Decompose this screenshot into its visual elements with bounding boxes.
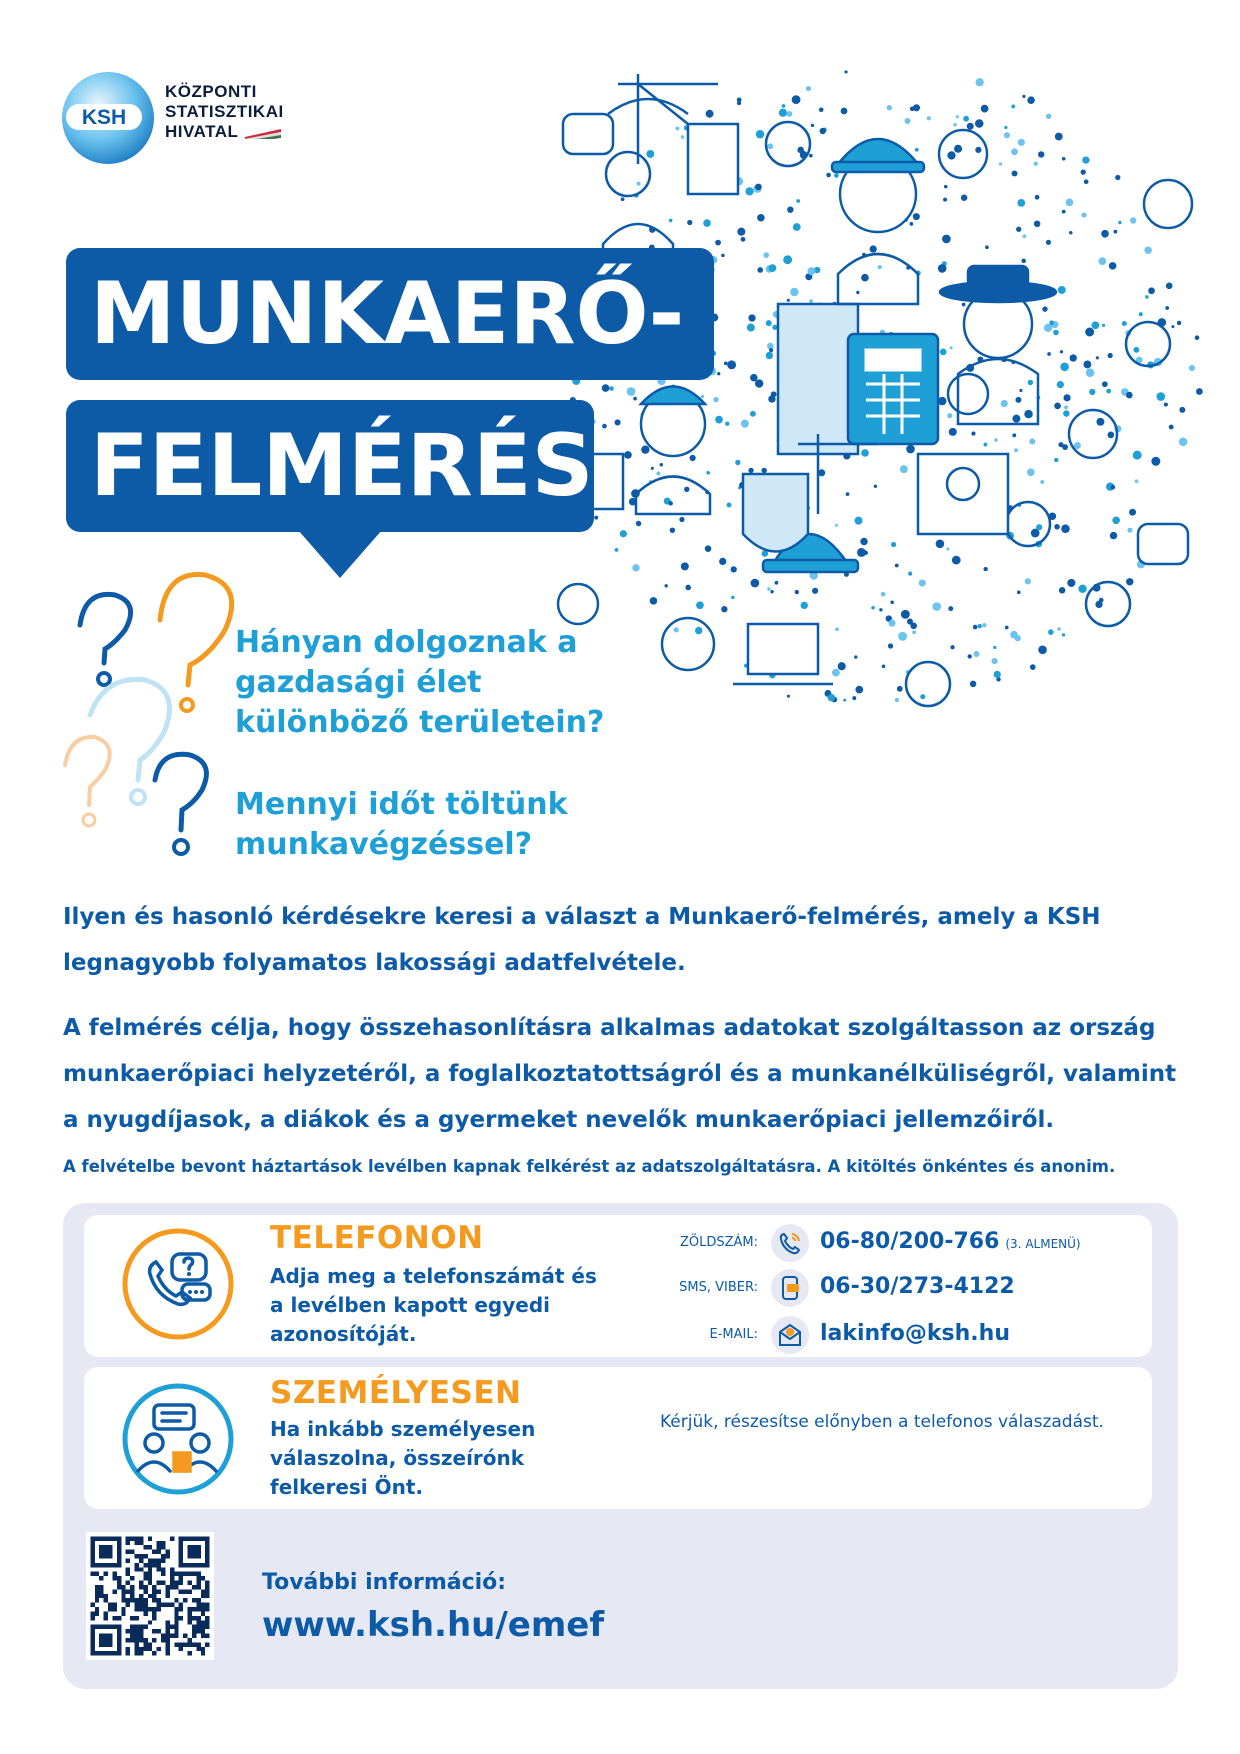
more-info-link[interactable]: www.ksh.hu/emef [262, 1605, 605, 1645]
ksh-logo-icon [60, 70, 156, 166]
question-marks-icon [60, 565, 235, 875]
title-line-2: FELMÉRÉS [66, 400, 594, 532]
email-value[interactable]: lakinfo@ksh.hu [820, 1321, 1010, 1346]
phone-support-icon [120, 1226, 236, 1342]
question-2: Mennyi időt töltünk munkavégzéssel? [235, 787, 568, 862]
email-label: E-MAIL: [709, 1327, 758, 1342]
title-line-1: MUNKAERŐ- [66, 248, 714, 380]
question-1: Hányan dolgoznak a gazdasági élet különböző területein? [235, 625, 605, 740]
title-bubble-pointer [298, 530, 382, 578]
intro-paragraph: Ilyen és hasonló kérdésekre keresi a választ a Munkaerő-felmérés, amely a KSH legnagyobb folyamatos lakossági adatfelvétele. [63, 904, 1101, 976]
phone-card-title: TELEFONON [270, 1220, 484, 1256]
green-number-value[interactable]: 06-80/200-766 (3. ALMENÜ) [820, 1229, 1081, 1254]
in-person-note: Kérjük, részesítse előnyben a telefonos válaszadást. [660, 1412, 1104, 1432]
logo-line-3: HIVATAL [165, 122, 284, 142]
workers-collage-illustration [548, 44, 1208, 724]
logo-line-1: KÖZPONTI [165, 82, 257, 101]
logo-mark-text: KSH [81, 106, 127, 129]
qr-code-icon[interactable] [86, 1532, 214, 1660]
green-number-note: (3. ALMENÜ) [1005, 1237, 1081, 1251]
contact-row-email [620, 1315, 1140, 1357]
contact-row-sms [620, 1268, 1140, 1310]
in-person-card [84, 1367, 1152, 1509]
sms-viber-label: SMS, VIBER: [679, 1280, 758, 1295]
in-person-interview-icon [120, 1381, 236, 1497]
contact-row-green-number [620, 1223, 1140, 1265]
hungarian-flag-icon [243, 127, 283, 139]
in-person-card-description: Ha inkább személyesen válaszolna, összeírónk felkeresi Önt. [270, 1417, 536, 1499]
phone-card-description: Adja meg a telefonszámát és a levélben kapott egyedi azonosítóját. [270, 1264, 597, 1346]
purpose-paragraph: A felmérés célja, hogy összehasonlításra alkalmas adatokat szolgáltasson az ország munkaerőpiaci helyzetéről, a foglalkoztatottságról és a munkanélküliségről, valamint a nyugdíjasok, a diákok és a gyermeket nevelők munkaerőpiaci jellemzőiről. [63, 1015, 1177, 1133]
in-person-card-title: SZEMÉLYESEN [270, 1375, 522, 1411]
phone-icon [770, 1223, 810, 1263]
logo-wordmark [165, 82, 284, 142]
green-number-label: ZÖLDSZÁM: [679, 1235, 758, 1250]
notice-text: A felvételbe bevont háztartások levélben kapnak felkérést az adatszolgáltatásra. A kitöltés önkéntes és anonim. [63, 1157, 1116, 1176]
more-info-label: További információ: [262, 1570, 507, 1595]
sms-viber-value[interactable]: 06-30/273-4122 [820, 1274, 1015, 1299]
email-icon [770, 1315, 810, 1355]
logo-line-2: STATISZTIKAI [165, 102, 284, 121]
sms-icon [770, 1268, 810, 1308]
